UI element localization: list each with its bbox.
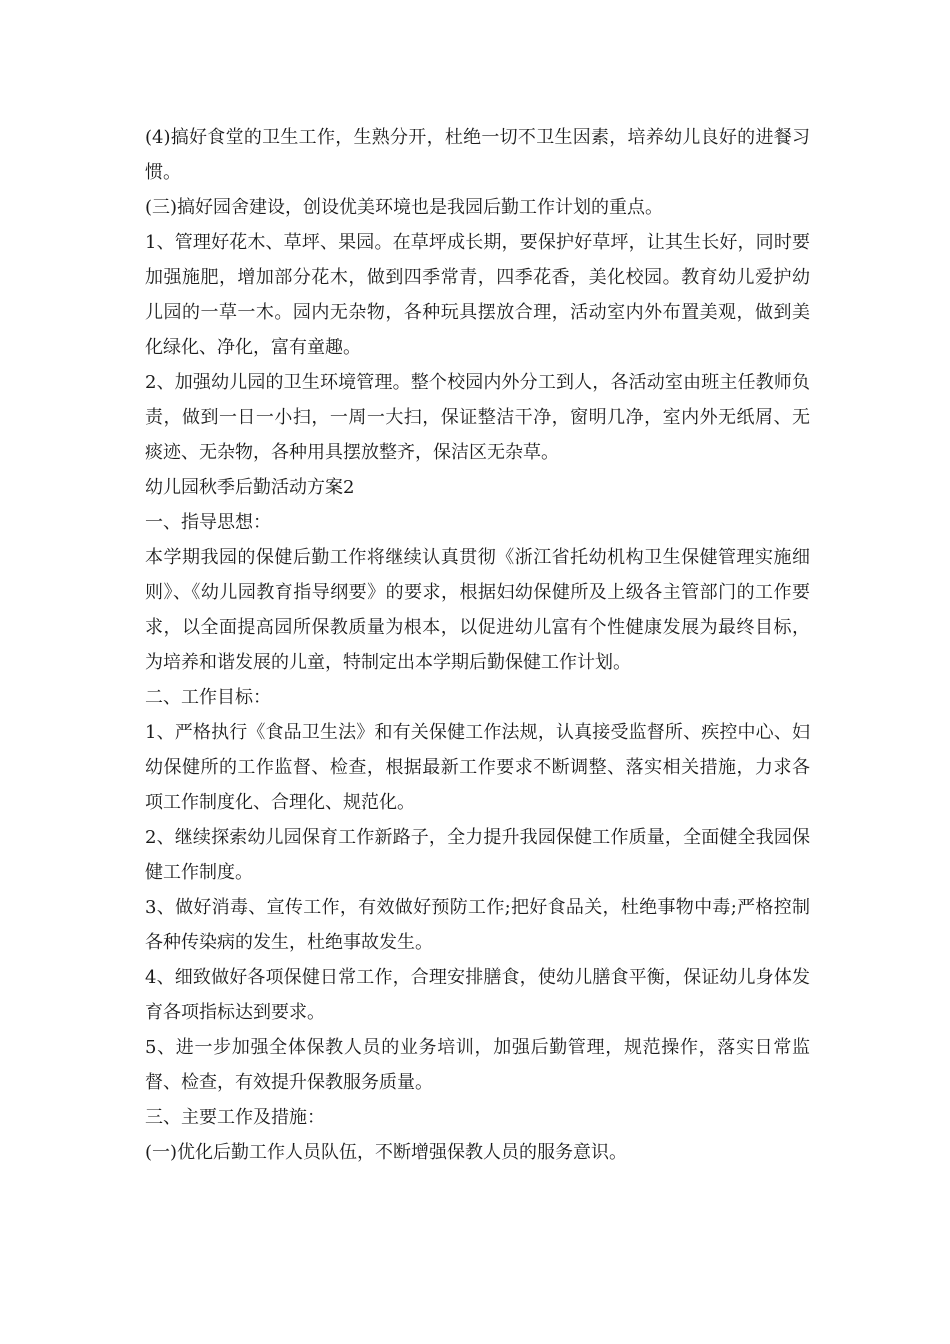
goal-item-2: 2、继续探索幼儿园保育工作新路子，全力提升我园保健工作质量，全面健全我园保健工作制度。	[145, 827, 810, 883]
paragraph-canteen-hygiene: (4)搞好食堂的卫生工作，生熟分开，杜绝一切不卫生因素，培养幼儿良好的进餐习惯。	[145, 127, 810, 183]
document-body	[145, 120, 810, 1170]
goal-item-5: 5、进一步加强全体保教人员的业务培训，加强后勤管理，规范操作，落实日常监督、检查，有效提升保教服务质量。	[145, 1037, 810, 1093]
paragraph-landscaping: 1、管理好花木、草坪、果园。在草坪成长期，要保护好草坪，让其生长好，同时要加强施肥，增加部分花木，做到四季常青，四季花香，美化校园。教育幼儿爱护幼儿园的一草一木。园内无杂物，各种玩具摆放合理，活动室内外布置美观，做到美化绿化、净化，富有童趣。	[145, 232, 810, 358]
heading-guiding-ideology: 一、指导思想：	[145, 512, 271, 533]
section-title: 幼儿园秋季后勤活动方案2	[145, 477, 355, 498]
heading-main-measures: 三、主要工作及措施：	[145, 1107, 325, 1128]
goal-item-4: 4、细致做好各项保健日常工作，合理安排膳食，使幼儿膳食平衡，保证幼儿身体发育各项指标达到要求。	[145, 967, 810, 1023]
paragraph-environment-management: 2、加强幼儿园的卫生环境管理。整个校园内外分工到人，各活动室由班主任教师负责，做到一日一小扫，一周一大扫，保证整洁干净，窗明几净，室内外无纸屑、无痰迹、无杂物，各种用具摆放整齐，保洁区无杂草。	[145, 372, 810, 463]
goal-item-3: 3、做好消毒、宣传工作，有效做好预防工作;把好食品关，杜绝事物中毒;严格控制各种传染病的发生，杜绝事故发生。	[145, 897, 810, 953]
goal-item-1: 1、严格执行《食品卫生法》和有关保健工作法规，认真接受监督所、疾控中心、妇幼保健所的工作监督、检查，根据最新工作要求不断调整、落实相关措施，力求各项工作制度化、合理化、规范化。	[145, 722, 810, 813]
measure-item-1: (一)优化后勤工作人员队伍，不断增强保教人员的服务意识。	[145, 1142, 628, 1163]
paragraph-guiding-ideology: 本学期我园的保健后勤工作将继续认真贯彻《浙江省托幼机构卫生保健管理实施细则》、《幼儿园教育指导纲要》的要求，根据妇幼保健所及上级各主管部门的工作要求，以全面提高园所保教质量为根本，以促进幼儿富有个性健康发展为最终目标，为培养和谐发展的儿童，特制定出本学期后勤保健工作计划。	[145, 547, 810, 673]
heading-work-goals: 二、工作目标：	[145, 687, 271, 708]
heading-campus-construction: (三)搞好园舍建设，创设优美环境也是我园后勤工作计划的重点。	[145, 197, 664, 218]
